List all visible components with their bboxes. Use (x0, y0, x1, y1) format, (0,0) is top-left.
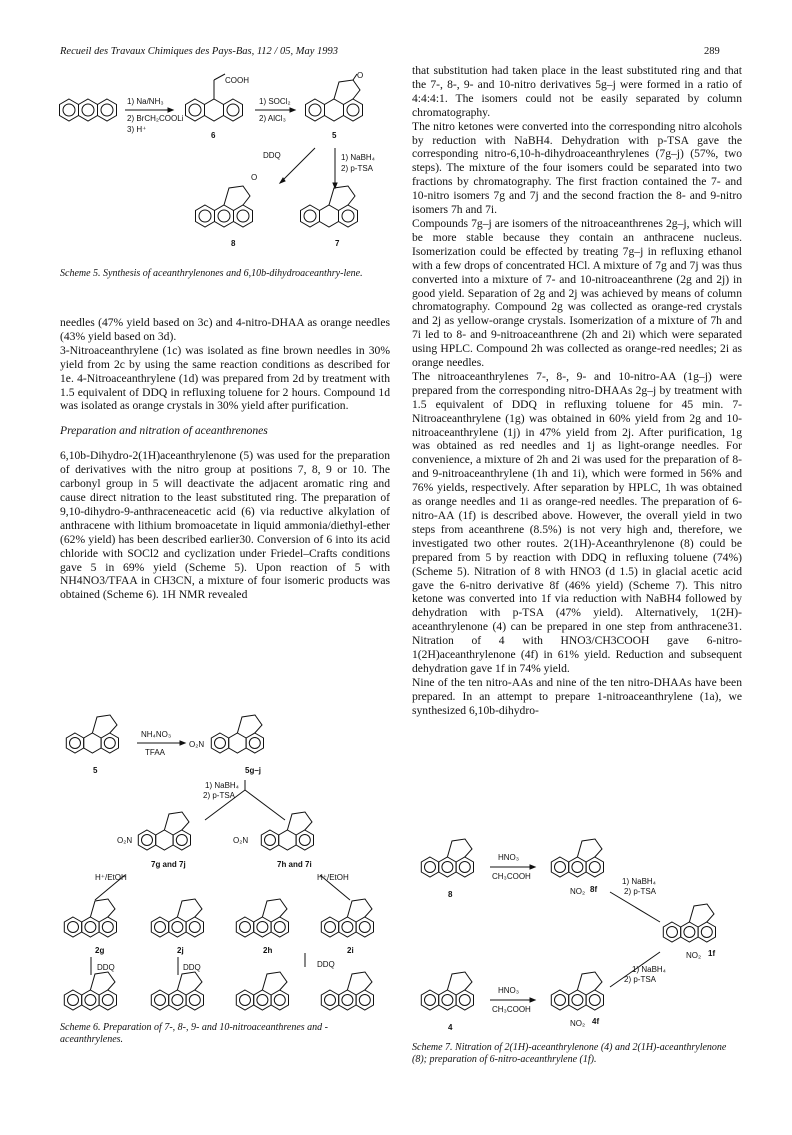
compound-8-label: 8 (231, 239, 236, 248)
s7-hno3-top: HNO₃ (498, 853, 520, 862)
s7-ch3cooh-top: CH₃COOH (492, 872, 531, 881)
s6-compound-2h (236, 899, 288, 937)
reduction-arrow (333, 148, 337, 188)
s6-compound-1g (64, 972, 116, 1010)
s7-hno3-bot: HNO₃ (498, 986, 520, 995)
s6-reagent-tfaa: TFAA (145, 748, 166, 757)
right-paragraph-2: The nitro ketones were converted into the corresponding nitro alcohols by reduction with NaBH4. Dehydration with p-TSA gave the corresponding nitro-6,10-h-dihydroaceanthrylenes (7g–j) (57%, two steps). The mixture of the four isomers could be separated into two fractions by chromatography. The first fraction contained the 7- and 10-nitro isomers 7g and 7j and the second fraction the 8- and 9-nitro isomers 7h and 7i. (412, 119, 742, 217)
s6-compound-1j (151, 972, 203, 1010)
s6-label-2g: 2g (95, 946, 105, 955)
s6-label-2h: 2h (263, 946, 273, 955)
s6-o2n-7h: O₂N (233, 836, 249, 845)
compound-8-structure (196, 186, 253, 227)
s7-arrow-bottom (490, 998, 535, 1002)
s6-label-2i: 2i (347, 946, 354, 955)
arrow-1 (125, 108, 173, 112)
left-paragraph-2: 3-Nitroaceanthrylene (1c) was isolated as fine brown needles in 30% yield from 2c by using the same reaction conditions as described for 1e. 4-Nitroaceanthrylene (1d) was prepared from 2d by treatment with 1.5 equivalent of DDQ in refluxing toluene for 2 hours. Compound 1d was isolated as orange crystals in 30% yield after purification. (60, 343, 390, 413)
compound-6-label: 6 (211, 131, 216, 140)
s7-ch3cooh-bot: CH₃COOH (492, 1005, 531, 1014)
s7-reduction-top-2: 2) p-TSA (624, 887, 657, 896)
s7-label-8: 8 (448, 890, 453, 899)
s7-compound-4 (421, 972, 473, 1010)
s7-reduction-top-1: 1) NaBH₄ (622, 877, 656, 886)
s6-compound-7g-7j (138, 812, 190, 850)
left-column (60, 316, 390, 602)
s6-compound-1h (236, 972, 288, 1010)
s7-no2-1f: NO₂ (686, 951, 702, 960)
right-paragraph-1: that substitution had taken place in the least substituted ring and that the 7-, 8-, 9- and 10-nitro derivatives 5g–j were formed in a ratio of 4:4:4:1. The isomers could not be easily separated by column chromatography. (412, 64, 742, 119)
arrow-2 (255, 108, 295, 112)
step1-reagent-3: 3) H⁺ (127, 125, 147, 134)
ddq-label: DDQ (263, 151, 281, 160)
left-paragraph-1: needles (47% yield based on 3c) and 4-nitro-DHAA as orange needles (43% yield based on 3d). (60, 316, 390, 343)
s7-arrow-diag-down (610, 892, 660, 922)
s6-reduction-1: 1) NaBH₄ (205, 781, 239, 790)
anthracene-structure (60, 99, 117, 121)
section-heading: Preparation and nitration of aceanthrenones (60, 424, 268, 438)
ddq-arrow (280, 148, 315, 183)
scheme-5-caption: Scheme 5. Synthesis of aceanthrylenones and 6,10b-dihydroaceanthry-lene. (60, 268, 363, 279)
scheme-5-diagram (55, 68, 395, 268)
s6-ddq-1: DDQ (97, 963, 115, 972)
s6-ddq-3: DDQ (317, 960, 335, 969)
page-number: 289 (704, 46, 720, 57)
right-paragraph-3: Compounds 7g–j are isomers of the nitroaceanthrenes 2g–j, which will be more stable because they contain an anthracene nucleus. Isomerization could be effected by treating 7g–j in refluxing ethanol with a few drops of concentrated HCl. A mixture of 7g and 7j was thus converted into a mixture of 7- and 10-nitroaceanthrene (2g and 2j) in good yield. Separation of 2g and 2j was achieved by means of column chromatography. Compound 2g was collected as orange-red crystals and 2j as yellow-orange crystals. Isomerization of a mixture of 7h and 7i led to 8- and 9-nitroaceanthrene (2h and 2i) which were separated using HPLC. Compound 2h was collected as orange-red needles; 2i as orange needles. (412, 216, 742, 370)
s7-label-8f: 8f (590, 885, 598, 894)
scheme-7-caption: Scheme 7. Nitration of 2(1H)-aceanthrylenone (4) and 2(1H)-aceanthrylenone (8); preparation of 6-nitro-aceanthrylene (1f). (412, 1042, 727, 1065)
s6-compound-1i (321, 972, 373, 1010)
s7-reduction-bot-1: 1) NaBH₄ (632, 965, 666, 974)
compound-8-o-label: O (251, 173, 258, 182)
s6-acid-arrows (95, 875, 350, 900)
s6-acid-right: H⁺/EtOH (317, 873, 349, 882)
s6-label-7g-7j: 7g and 7j (151, 860, 186, 869)
scheme-6-caption: Scheme 6. Preparation of 7-, 8-, 9- and 10-nitroaceanthrenes and -aceanthrylenes. (60, 1022, 329, 1045)
step3-reagent-1: 1) NaBH₄ (341, 153, 375, 162)
right-paragraph-5: Nine of the ten nitro-AAs and nine of the ten nitro-DHAAs have been prepared. In an attempt to prepare 1-nitroaceanthrylene (1a), we synthesized 6,10b-dihydro- (412, 675, 742, 717)
journal-header: Recueil des Travaux Chimiques des Pays-Bas, 112 / 05, May 1993 (60, 46, 339, 57)
s6-reagent-nh4no3: NH₄NO₃ (141, 730, 172, 739)
s7-compound-1f (663, 904, 715, 942)
s6-label-7h-7i: 7h and 7i (277, 860, 312, 869)
step2-reagent-2: 2) AlCl₃ (259, 114, 286, 123)
s7-compound-8 (421, 839, 473, 877)
step1-reagent-1: 1) Na/NH₃ (127, 97, 164, 106)
s7-no2-4f: NO₂ (570, 1019, 586, 1028)
s7-reduction-bot-2: 2) p-TSA (624, 975, 657, 984)
cooh-label: COOH (225, 76, 249, 85)
s7-no2-8f: NO₂ (570, 887, 586, 896)
s7-label-4f: 4f (592, 1017, 600, 1026)
s6-acid-left: H⁺/EtOH (95, 873, 127, 882)
s6-o2n-7g: O₂N (117, 836, 133, 845)
s6-ddq-2: DDQ (183, 963, 201, 972)
carbonyl-o-label: O (357, 71, 364, 80)
s7-label-1f: 1f (708, 949, 716, 958)
step2-reagent-1: 1) SOCl₂ (259, 97, 291, 106)
s6-compound-7h-7i (261, 812, 313, 850)
scheme-7-diagram (410, 822, 750, 1032)
step3-reagent-2: 2) p-TSA (341, 164, 374, 173)
s6-label-2j: 2j (177, 946, 184, 955)
s7-compound-4f (551, 972, 603, 1010)
compound-5-structure (306, 74, 363, 121)
s6-reduction-2: 2) p-TSA (203, 791, 236, 800)
s6-compound-2j (151, 899, 203, 937)
right-column (412, 64, 742, 718)
s7-arrow-top (490, 865, 535, 869)
right-paragraph-4: The nitroaceanthrylenes 7-, 8-, 9- and 10-nitro-AA (1g–j) were prepared from the corresponding nitro-DHAAs 2g–j by treatment with 1.5 equivalent of DDQ in refluxing toluene for 45 min. 7-Nitroaceanthrylene (1g) was obtained in 60% yield from 2g and 10-nitroaceanthrylene (1j) in 47% yield from 2j. After purification, 1g was obtained as red needles and 1j as light-orange needles. For convenience, a mixture of 2h and 2i was used for the preparation of 8- and 9-nitroaceanthrylene (1h and 1i), which were formed in 56% and 76% yields, respectively. After separation by HPLC, 1h was obtained as orange needles and 1i as orange-red needles. The preparation of 6-nitro-AA (1f) is described above. However, the overall yield in two steps from aceanthrene (8.5%) is not very high and, therefore, we investigated two other routes. 2(1H)-Aceanthrylenone (8) could be prepared from 5 by reaction with DDQ in refluxing toluene (74%) (Scheme 5). Nitration of 8 with HNO3 (d 1.5) in glacial acetic acid gave the 6-nitro derivative 8f (46% yield) (Scheme 7). This nitro ketone was converted into 1f via reduction with NaBH4 followed by dehydration with p-TSA (47% yield). Alternatively, 1(2H)-aceanthrylenone (4) can be prepared in one step from anthracene31. Nitration of 4 with HNO3/CH3COOH gave 6-nitro-1(2H)aceanthrylenone (4f) in 61% yield. Reduction and subsequent dehydration gave 1f in 74% yield. (412, 369, 742, 675)
compound-7-structure (301, 186, 358, 227)
compound-5-label: 5 (332, 131, 337, 140)
scheme-6-diagram (55, 695, 395, 1015)
s7-compound-8f (551, 839, 603, 877)
s6-compound-2g (64, 899, 116, 937)
s6-label-5g-j: 5g–j (245, 766, 262, 775)
left-paragraph-3: 6,10b-Dihydro-2(1H)aceanthrylenone (5) was used for the preparation of derivatives with the nitro group at positions 7, 8, 9 or 10. The carbonyl group in 5 will deactivate the adjacent aromatic ring and cause direct nitration to the least substituted ring. The preparation of 9,10-dihydro-9-anthraceneacetic acid (6) via reductive alkylation of anthracene with lithium bromoacetate in liquid ammonia/diethyl-ether (62% yield) has been described earlier30. Conversion of 6 into its acid chloride with SOCl2 and cyclization under Friedel–Crafts conditions gave 5 in 69% yield (Scheme 5). Upon reaction of 5 with NH4NO3/TFAA in CH3CN, a mixture of four isomeric products was obtained (Scheme 6). 1H NMR revealed (60, 449, 390, 602)
s7-label-4: 4 (448, 1023, 453, 1032)
s6-label-5: 5 (93, 766, 98, 775)
s6-compound-5 (66, 715, 118, 753)
s6-o2n-label: O₂N (189, 740, 205, 749)
compound-7-label: 7 (335, 239, 340, 248)
s6-compound-2i (321, 899, 373, 937)
step1-reagent-2: 2) BrCH₂COOLi (127, 114, 184, 123)
s6-compound-5g-j (211, 715, 263, 753)
s6-arrow-1 (137, 741, 185, 745)
